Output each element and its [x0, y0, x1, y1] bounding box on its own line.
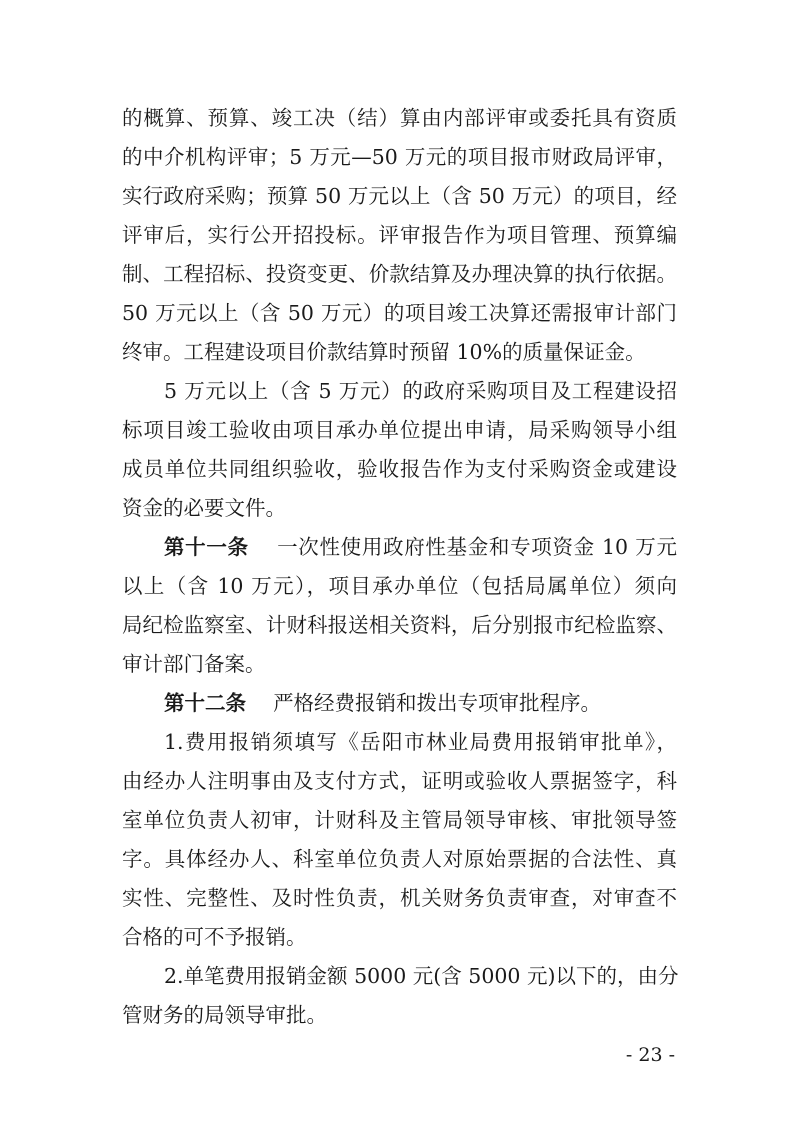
item-1-first-line: 1.费用报销须填写《岳阳市林业局费用报销审批单》， [164, 730, 677, 754]
text-line: 成员单位共同组织验收，验收报告作为支付采购资金或建设 [122, 457, 677, 481]
text-line: 审计部门备案。 [122, 652, 266, 676]
text-line: 实性、完整性、及时性负责，机关财务负责审查，对审查不 [122, 886, 677, 910]
article-11-heading: 第十一条 [164, 535, 249, 559]
article-12-first-line [164, 688, 677, 718]
article-11-text: 一次性使用政府性基金和专项资金 10 万元 [277, 535, 677, 559]
text-line: 局纪检监察室、计财科报送相关资料，后分别报市纪检监察、 [122, 613, 677, 637]
item-2-first-line: 2.单笔费用报销金额 5000 元(含 5000 元)以下的，由分 [164, 964, 679, 988]
text-line: 以上（含 10 万元），项目承办单位（包括局属单位）须向 [122, 574, 677, 598]
text-line: 终审。工程建设项目价款结算时预留 10%的质量保证金。 [122, 340, 646, 364]
text-line: 资金的必要文件。 [122, 496, 286, 520]
text-line: 管财务的局领导审批。 [122, 1003, 327, 1027]
article-12-text: 严格经费报销和拨出专项审批程序。 [273, 691, 602, 715]
text-line: 字。具体经办人、科室单位负责人对原始票据的合法性、真 [122, 847, 677, 871]
text-line: 评审后，实行公开招投标。评审报告作为项目管理、预算编 [122, 223, 677, 247]
text-line: 合格的可不予报销。 [122, 925, 307, 949]
text-line: 50 万元以上（含 50 万元）的项目竣工决算还需报审计部门 [122, 301, 677, 325]
text-line: 实行政府采购；预算 50 万元以上（含 50 万元）的项目，经 [122, 184, 677, 208]
text-line: 制、工程招标、投资变更、价款结算及办理决算的执行依据。 [122, 262, 677, 286]
text-line: 室单位负责人初审，计财科及主管局领导审核、审批领导签 [122, 808, 677, 832]
page-number: - 23 - [625, 1044, 675, 1066]
text-line: 的中介机构评审；5 万元—50 万元的项目报市财政局评审， [122, 145, 677, 169]
article-12-heading: 第十二条 [164, 691, 246, 715]
text-line: 的概算、预算、竣工决（结）算由内部评审或委托具有资质 [122, 106, 677, 130]
article-11-first-line [164, 532, 677, 562]
text-line: 标项目竣工验收由项目承办单位提出申请，局采购领导小组 [122, 418, 677, 442]
text-line: 由经办人注明事由及支付方式，证明或验收人票据签字，科 [122, 769, 677, 793]
paragraph-first-line: 5 万元以上（含 5 万元）的政府采购项目及工程建设招 [164, 379, 677, 403]
